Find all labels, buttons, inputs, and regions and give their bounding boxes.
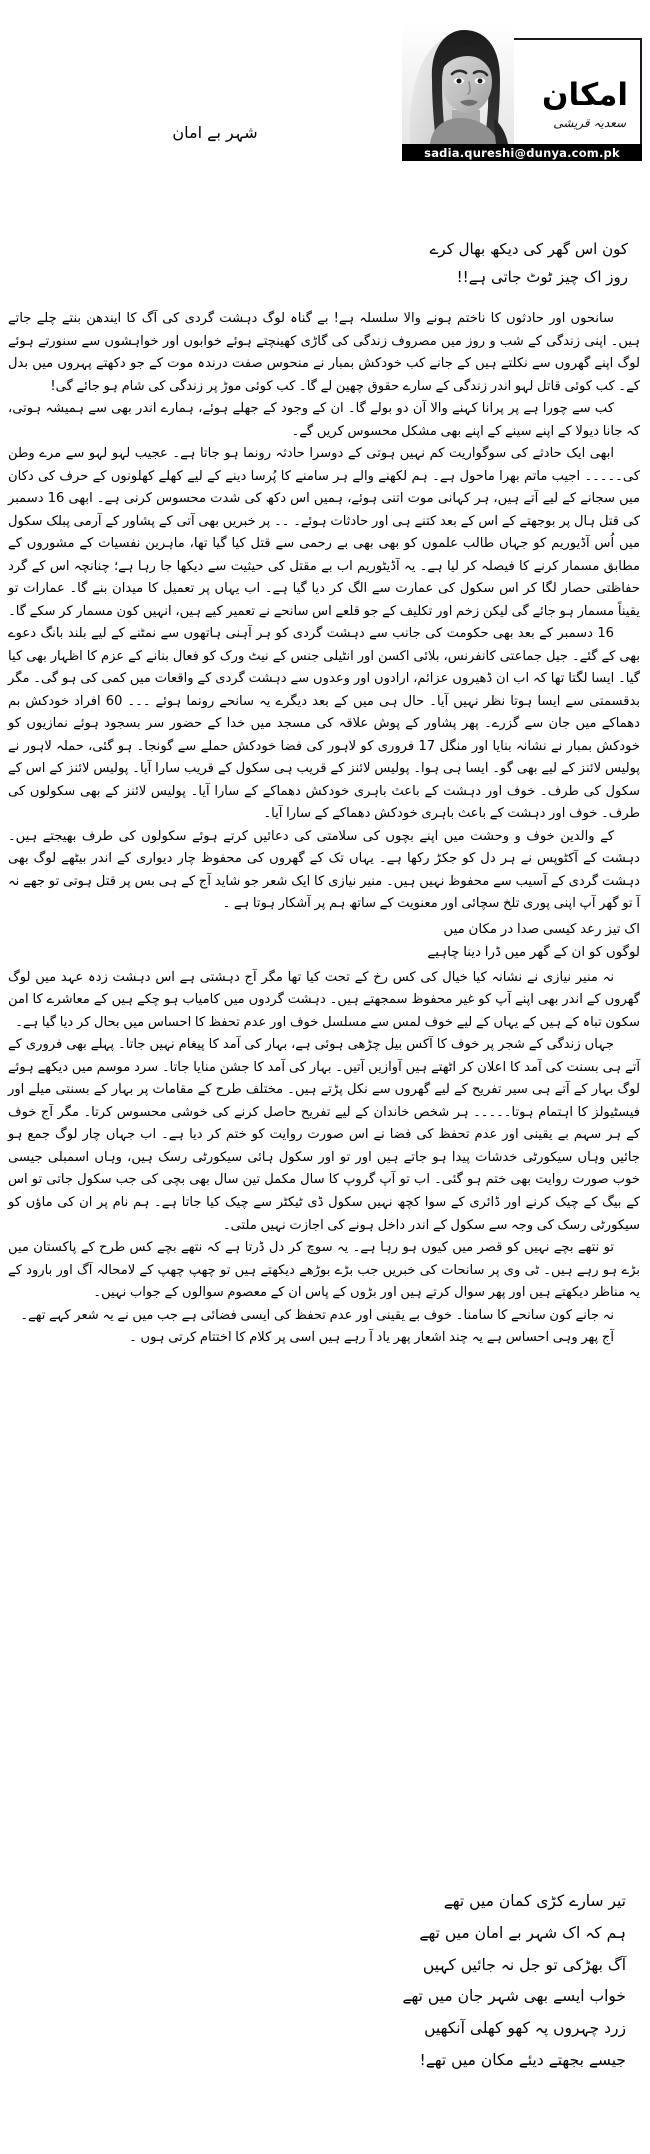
verse-line: تیر سارے کڑی کمان میں تھے [443, 1892, 626, 1910]
author-name: سعدیہ قریشی [553, 116, 626, 130]
author-email-text: sadia.qureshi@dunya.com.pk [424, 145, 620, 160]
body-paragraph: تو نتھے بچے نہیں کو قصر میں کیوں ہو رہا ہے۔ یہ سوچ کر دل ڈرتا ہے کہ نتھے بچے کس طرح کے پاکستان میں بڑے ہو رہے ہیں۔ ٹی وی پر سانحات کی خبریں جب بڑے بوڑھے دیکھتے ہیں تو چھپ چھپ کے لامحالہ آگ اور بارود کے یہ مناظر دیکھتے ہیں اور پھر سوال کرتے ہیں اور بڑوں کے پاس ان کے معصوم سوالوں کے جواب نہیں۔ [8, 1240, 640, 1301]
verse-line: ہم کہ اک شہر بے امان میں تھے [419, 1923, 626, 1942]
verse-line: کون اس گھر کی دیکھ بھال کرے [429, 240, 628, 258]
author-photo [402, 22, 514, 144]
verse-line: جیسے بجھتے دیئے مکان میں تھے! [419, 2050, 626, 2069]
body-paragraph: نہ جانے کون سانحے کا سامنا۔ خوف بے یقینی اور عدم تحفظ کی ایسی فضائی ہے جب میں نے یہ شعر کہے تھے۔ [20, 1307, 614, 1323]
mid-verse [8, 918, 640, 965]
verse-line: لوگوں کو ان کے گھر میں ڈرا دینا چاہیے [427, 945, 640, 961]
verse-line: روز اک چیز ٹوٹ جاتی ہے!! [456, 267, 628, 286]
column-masthead [402, 22, 642, 160]
body-paragraph: کے والدین خوف و وحشت میں اپنے بچوں کی سلامتی کی دعائیں کرتے ہوئے سکولوں کی طرف بھیجتے ہیں۔ دہشت کے آکٹوپس نے ہر دل کو جکڑ رکھا ہے۔ یہاں تک کے گھروں کی محفوظ چار دیواری کے اندر بیٹھے لوگ بھی دہشت گردی کے آسیب سے محفوظ نہیں ہیں۔ منیر نیازی کا ایک شعر جو شاید آج کے ہی بس پر قتل ہوتی تو جھے نہ آ تو گھر آپ اپنی پوری تلخ سچائی اور معنویت کے ساتھ ہم پر آشکار ہوتا ہے ۔ [8, 828, 640, 912]
body-paragraph: جہاں زندگی کے شجر پر خوف کا آکس بیل چڑھی ہوئی ہے، بہار کی آمد کا پیغام نہیں جاتا۔ پہلے بھی فروری کے آتے ہی بسنت کی آمد کا اعلان کر اٹھتے ہیں آوازیں آتیں۔ بہار کی آمد کا جشن منایا جاتا۔ سرد موسم میں دیکھے ہوئے لوگ بہار کے آتے ہی سیر تفریح کے لیے گھروں سے نکل پڑتے ہیں۔ مختلف طرح کے مقامات پر بہار کے بسنتی میلے اور فیسٹیولز کا اہتمام ہوتا۔۔۔۔۔ ہر شخص خاندان کے لیے تفریح حاصل کرنے کی خوشی محسوس کرتا۔ مگر آج خوف کے ہر سہم بے یقینی اور عدم تحفظ کی فضا نے اس صورت روایت کو ختم کر دیا ہے۔ اب جہاں چار لوگ جمع ہو جائیں وہاں سیکورٹی خدشات پیدا ہو جاتے ہیں اور تو اور سکول ہائی سیکورٹی رسک ہیں، وہاں اسمبلی جیسی خوب صورت روایت بھی ختم ہو گئی۔ اب تو آپ گروپ کا سال مکمل تین سال بھی بچی کی جب سکول جاتی تو اس کے بیگ کے چیک کرنے اور ڈائری کے سوا کچھ نہیں سکول ڈی ٹیکٹر سے چیک کیا جاتا ہے۔ ہم نام پر ان کی ماؤں کو سیکورٹی رسک کی وجہ سے سکول کے اندر داخل ہونے کی اجازت نہیں ملتی۔ [8, 1037, 640, 1233]
body-paragraph: نہ منیر نیازی نے نشانہ کیا خیال کی کس رخ کے تحت کیا تھا مگر آج دہشتی ہے اس دہشت زدہ عہد میں لوگ گھروں کے اندر بھی اپنے آپ کو غیر محفوظ سمجھتے ہیں۔ دہشت گردوں میں کامیاب ہو چکے ہیں کے معاشرے کا امن سکون تباہ کے ہیں کے یہاں کے لیے خوف لمس سے مسلسل خوف اور عدم تحفظ کا احساس میں بحال کر دیا گیا ہے۔ [8, 969, 640, 1030]
opening-verse [228, 236, 632, 292]
column-brand-title: امکان [542, 77, 628, 113]
verse-line: اک تیز رعد کیسی صدا در مکان میں [443, 921, 640, 937]
body-paragraph: آج پھر وہی احساس ہے یہ چند اشعار پھر یاد آ رہے ہیں اسی پر کلام کا اختتام کرتی ہوں ۔ [129, 1330, 614, 1346]
body-paragraph: ابھی ایک حادثے کی سوگواریت کم نہیں ہوتی کے دوسرا حادثہ رونما ہو جاتا ہے۔ عجیب لہو لہو سے مرے وطن کی۔۔۔۔۔ اجیب ماتم بھرا ماحول ہے۔ ہم لکھنے والے ہر سامنے کا پُرسا دینے کے لیے کھلے کھلونوں کے حرف کی دکان میں سجانے کے لیے آتے ہیں، ہر کہانی موت اتنی ہوئے، ہمیں اس دکھ کی شدت محسوس کرنی ہے۔ ابھی 16 دسمبر کی قتل ہال پر بوجھتے کے اس کے بعد کتنے ہی اور حادثات ہوئے۔ ۔۔ پر خبریں بھی آتی کے پشاور کے آرمی پبلک سکول میں اُس آڈیوریم کو جہاں طالب علموں کو بھی بھی بے رحمی سے قتل کیا گیا تھا، ماہرین نفسیات کے مشوروں کے مطابق مسمار کرنے کا فیصلہ کر لیا ہے۔ یہ آڈیٹوریم اب بے مقتل کی حیثیت سے دیکھا جا رہا ہے؛ چنانچہ اس کے گرد حفاظتی حصار لگا کر اس سکول کی عمارت سے الگ کر دیا گیا ہے۔ اب یہاں پر تعمیل کا میدان بنے گا۔ عمارات تو یقیناً مسمار ہو جائے گی لیکن زخم اور تکلیف کے جو قلعے اس سانحے نے تعمیر کیے ہیں، انہیں کون مسمار کر سکے گا۔ [8, 446, 640, 619]
verse-line: خواب ایسے بھی شہر جان میں تھے [402, 1987, 626, 2006]
body-paragraph: 16 دسمبر کے بعد بھی حکومت کی جانب سے دہشت گردی کو ہر آہنی ہاتھوں سے نمٹنے کے لیے بلند بانگ دعوے بھی کے گئے۔ جیل جماعتی کانفرنس، بلائی اکسن اور انٹیلی جنس کے نیٹ ورک کو فعال بنانے کے عزم کا اظہار بھی کیا گیا۔ ایسا لگتا تھا کہ اب ان ڈھیروں عزائم، ارادوں اور وعدوں سے دہشت گردی کے واقعات میں کمی کی ہو گی۔ مگر بدقسمتی سے ایسا ہوتا نظر نہیں آیا۔ حال ہی میں کے بعد دیگرے یہ سانحے رونما ہوئے ۔۔۔ 60 افراد خودکش بم دھماکے میں جان سے گزرے۔ پھر پشاور کے پوش علاقہ کی مسجد میں خدا کے حضور سر بسجود ہوئے نمازیوں کو خودکش بمبار نے نشانہ بنایا اور منگل 17 فروری کو لاہور کی فضا خودکش حملے سے گونجا۔ ہو گئی، حملہ لاہور نے پولیس لائنز کے لیے بھی گو۔ ایسا ہی ہوا۔ پولیس لائنز کے قریب ہی سکول کے قریب سارا آیا۔ پولیس لائنز کے اس کے سکول کی طرف۔ خوف اور دہشت کے باعث باہری خودکش دھماکے کے سارا آیا۔ پولیس لائنز کے بھی سکولوں کی طرف۔ خوف اور دہشت کے باعث باہری خودکش دھماکے کے سارا آیا۔ [8, 626, 640, 822]
closing-verse [266, 1886, 626, 2077]
verse-line: زرد چہروں پہ کھو کھلی آنکھیں [424, 2019, 626, 2038]
article-title: شہر بے امان [172, 122, 258, 142]
article-body [8, 308, 640, 1350]
body-paragraph: سانحوں اور حادثوں کا ناختم ہونے والا سلسلہ ہے! بے گناہ لوگ دہشت گردی کی آگ کا ایندھن بنتے چلے جاتے ہیں۔ اپنی زندگی کے شب و روز میں مصروف زندگی کی گاڑی کھینچتے ہوئے خوابوں اور خواہشوں سے سنورتے ہوئے لوگ اپنے گھروں سے نکلتے ہیں کے جانے کب خودکش بمبار نے منحوس صفت درندہ موت کے جو دکھتے پہروں میں بدل کے۔ کب کوئی قاتل لہو اندر زندگی کے سارے حقوق چھین لے گا۔ کب کوئی موڑ پر زندگی کی شام ہو جائے گی! [8, 311, 640, 394]
author-email-bar[interactable] [402, 144, 642, 161]
body-paragraph: کب سے چورا ہے پر پرانا کہنے والا آن دو بولے گا۔ ان کے وجود کے جھلے ہوئے، ہمارے اندر بھی سے ہمیشہ ہوتی، کہ جانا دیولا کے اپنے سینے کے اپنے بھی مشکل محسوس کریں گے۔ [8, 401, 640, 439]
verse-line: آگ بھڑکی تو جل نہ جائیں کہیں [422, 1955, 626, 1974]
